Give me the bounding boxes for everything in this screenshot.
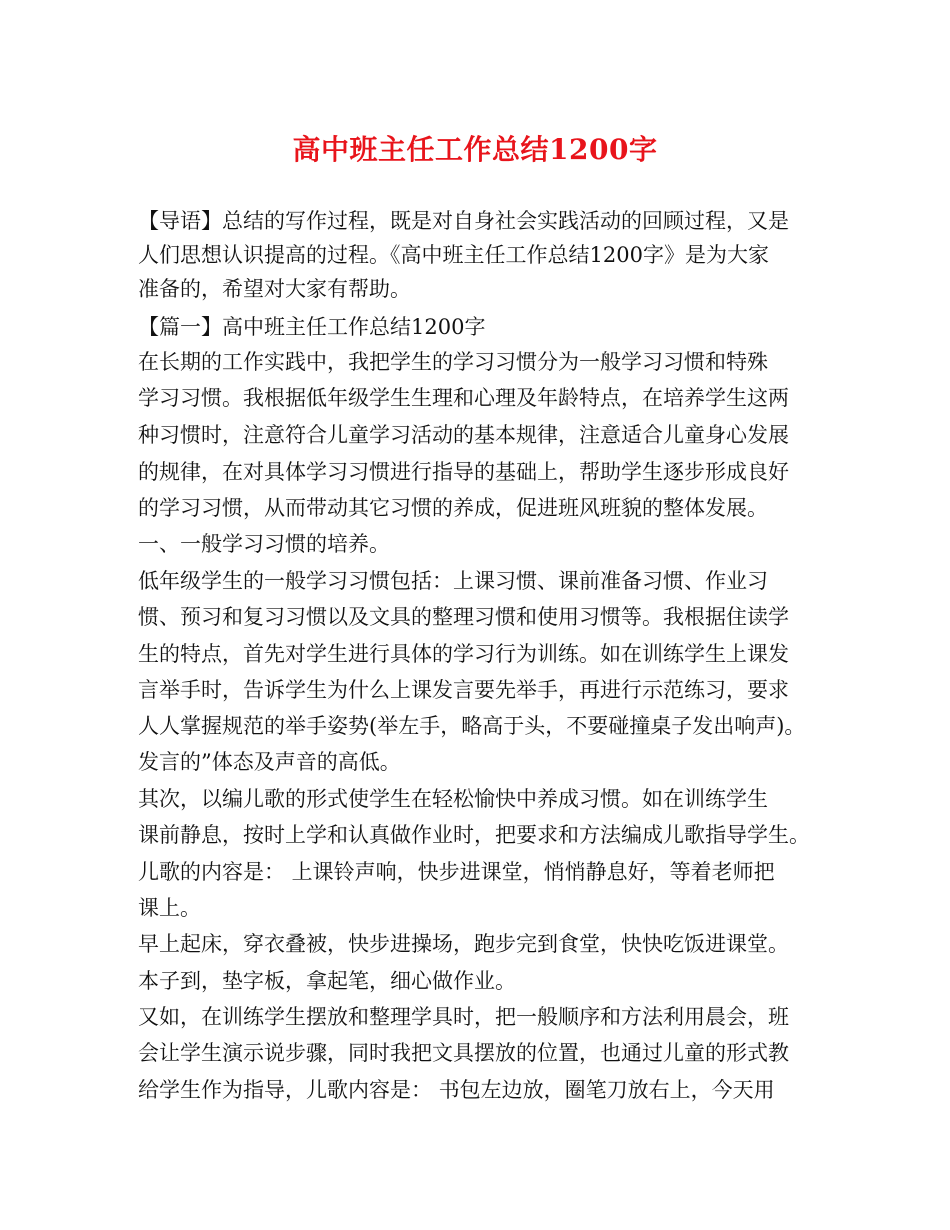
text-line: 人们思想认识提高的过程。《高中班主任工作总结1200字》是为大家 bbox=[138, 243, 769, 267]
text-line: 会让学生演示说步骤，同时我把文具摆放的位置，也通过儿童的形式教 bbox=[138, 1041, 789, 1065]
text-line: 一、一般学习习惯的培养。 bbox=[138, 532, 390, 556]
text-line: 【篇一】高中班主任工作总结1200字 bbox=[138, 315, 486, 339]
text-line: 人人掌握规范的举手姿势(举左手，略高于头，不要碰撞桌子发出响声)。 bbox=[138, 714, 806, 738]
text-line: 其次，以编儿歌的形式使学生在轻松愉快中养成习惯。如在训练学生 bbox=[138, 787, 768, 811]
text-line: 种习惯时，注意符合儿童学习活动的基本规律，注意适合儿童身心发展 bbox=[138, 423, 789, 447]
text-line: 早上起床，穿衣叠被，快步进操场，跑步完到食堂，快快吃饭进课堂。 bbox=[138, 932, 789, 956]
text-line: 本子到，垫字板，拿起笔，细心做作业。 bbox=[138, 969, 516, 993]
text-line: 低年级学生的一般学习习惯包括：上课习惯、课前准备习惯、作业习 bbox=[138, 569, 768, 593]
text-line: 又如，在训练学生摆放和整理学具时，把一般顺序和方法利用晨会，班 bbox=[138, 1005, 789, 1029]
document-title: 高中班主任工作总结1200字 bbox=[292, 133, 658, 166]
text-line: 言举手时，告诉学生为什么上课发言要先举手，再进行示范练习，要求 bbox=[138, 678, 789, 702]
text-line: 学习习惯。我根据低年级学生生理和心理及年龄特点，在培养学生这两 bbox=[138, 386, 789, 410]
text-line: 在长期的工作实践中，我把学生的学习习惯分为一般学习习惯和特殊 bbox=[138, 350, 768, 374]
text-line: 惯、预习和复习习惯以及文具的整理习惯和使用习惯等。我根据住读学 bbox=[138, 605, 789, 629]
text-line: 【导语】总结的写作过程，既是对自身社会实践活动的回顾过程，又是 bbox=[138, 209, 789, 233]
text-line: 生的特点，首先对学生进行具体的学习行为训练。如在训练学生上课发 bbox=[138, 642, 789, 666]
text-line: 发言的”体态及声音的高低。 bbox=[138, 750, 401, 774]
text-line: 的学习习惯，从而带动其它习惯的养成，促进班风班貌的整体发展。 bbox=[138, 496, 768, 520]
text-line: 课上。 bbox=[138, 896, 201, 920]
text-line: 课前静息，按时上学和认真做作业时，把要求和方法编成儿歌指导学生。 bbox=[138, 823, 810, 847]
text-line: 给学生作为指导，儿歌内容是： 书包左边放，圈笔刀放右上，今天用 bbox=[138, 1078, 775, 1102]
text-line: 儿歌的内容是： 上课铃声响，快步进课堂，悄悄静息好，等着老师把 bbox=[138, 860, 775, 884]
text-line: 的规律，在对具体学习习惯进行指导的基础上，帮助学生逐步形成良好 bbox=[138, 460, 789, 484]
text-line: 准备的，希望对大家有帮助。 bbox=[138, 277, 411, 301]
